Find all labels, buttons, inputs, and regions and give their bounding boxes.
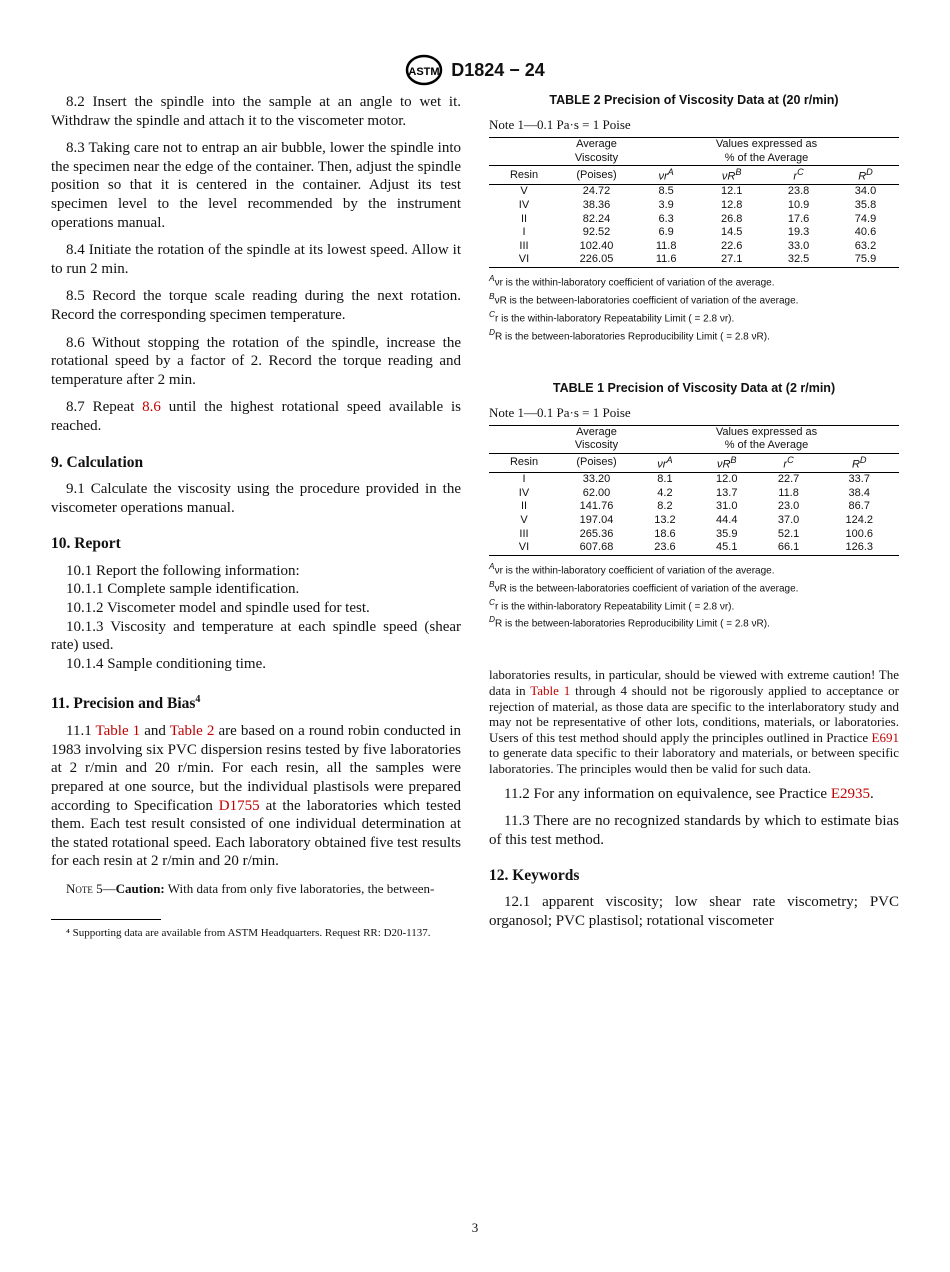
table-row [489, 185, 899, 199]
table-cell: 74.9 [854, 212, 877, 225]
table-cell: 10.9 [787, 199, 810, 212]
note-5-continued: laboratories results, in particular, should be viewed with extreme caution! The data in Table 1 through 4 should not be rigorously applied to acceptance or rejection of material, as those data are specific to the interlaboratory study and may not be representative of other lots, conditions, materials, or laboratories. Users of this test method should apply the principles outlined in Practice E691 to generate data specific to their laboratory and materials, or between specific laboratories. The principles would then be valid for such data. [489, 667, 899, 776]
table-cell: 12.8 [721, 199, 743, 212]
table-cell: 13.2 [654, 513, 676, 526]
table-cell: 19.3 [787, 226, 810, 239]
table-cell: I [522, 473, 526, 486]
table-cell: 62.00 [582, 486, 611, 499]
table-cell: II [520, 212, 528, 225]
section-8-2: 8.2 Insert the spindle into the sample at an angle to wet it. Withdraw the spindle and attach it to the viscometer motor. [51, 94, 461, 129]
table-1-footnote-a: $^A$νr is the within-laboratory coefficient of variation of the average. [489, 560, 775, 577]
table-cell: 8.5 [658, 185, 674, 198]
table-cell: 22.6 [721, 239, 743, 252]
table-cell: 23.6 [634, 541, 696, 555]
table-1-link[interactable]: Table 1 [95, 723, 141, 740]
table-cell: VI [489, 253, 559, 267]
table-2: Average Values expressed as Viscosity % of the Average Resin (Poises) $\nu r^A$ $\nu R^B$ $r^C$ $R^D$ V 24.72 8.5 12.1 23.8 34.0 IV 38.36 3.9 12.8 10.9 35.8 II 82.24 6.3 26.8 17.6 74.9 I 92.52 6.9 14.5 19.3 40.6 III 102.40 11.8 22.6 33.0 63.2 VI 226.05 11.6 27.1 32.5 75.9 [489, 137, 899, 268]
left-column [51, 93, 461, 940]
table-cell: 11.8 [778, 486, 799, 499]
table-cell: 33.7 [848, 473, 870, 486]
svg-text:ASTM: ASTM [408, 66, 440, 78]
heading-calculation: 9. Calculation [51, 453, 144, 471]
table-2-title: TABLE 2 Precision of Viscosity Data at (20 r/min) [549, 93, 839, 107]
table-2-footnote-b: $^B$νR is the between-laboratories coefficient of variation of the average. [489, 290, 799, 307]
table-cell: I [522, 226, 526, 239]
table-row [489, 226, 899, 240]
table-cell: 13.7 [716, 486, 738, 499]
document-code: D1824 − 24 [451, 59, 545, 80]
section-10-1-4: 10.1.4 Sample conditioning time. [66, 655, 266, 672]
table-cell: 40.6 [854, 226, 877, 239]
footnote-ref-4: 4 [195, 694, 201, 706]
table-cell: 6.9 [658, 226, 674, 239]
table-2-note: Note 1—0.1 Pa·s = 1 Poise [489, 117, 631, 132]
section-11-1: 11.1 Table 1 and Table 2 are based on a round robin conducted in 1983 involving six PVC dispersion resins tested by five laboratories at 2 r/min and 20 r/min. For each resin, all the samples were prepared at one source, but the individual plastisols were prepared according to Specification D1755 at the laboratories which tested them. Each test result consisted of one individual determination at the stated rotational speed. Each laboratory obtained five test results for each resin at 2 r/min and 20 r/min. [51, 723, 461, 870]
table-cell: V [520, 513, 528, 526]
page-header [0, 54, 950, 86]
table-1: Average Values expressed as Viscosity % of the Average Resin (Poises) $\nu r^A$ $\nu R^B$ $r^C$ $R^D$ I 33.20 8.1 12.0 22.7 33.7 IV 62.00 4.2 13.7 11.8 38.4 II 141.76 8.2 31.0 23.0 86.7 V 197.04 13.2 44.4 37.0 124.2 III 265.36 18.6 35.9 52.1 100.6 VI 607.68 23.6 45.1 66.1 126.3 [489, 425, 899, 556]
table-cell: 8.2 [657, 500, 673, 513]
table-cell: 11.8 [655, 239, 677, 252]
table-row [489, 199, 899, 213]
table-row [489, 514, 899, 528]
page-number: 3 [471, 1220, 479, 1235]
section-11-3: 11.3 There are no recognized standards by which to estimate bias of this test method. [489, 813, 899, 848]
table-2-footnotes [489, 272, 899, 344]
table-cell: 18.6 [654, 527, 676, 540]
section-8-3: 8.3 Taking care not to entrap an air bubble, lower the spindle into the specimen near the edge of the container. Then, adjust the spindle position so that it is centered in the container. Adjust its test specimen level to the level recommended by the instrument operations manual. [51, 140, 462, 231]
table-2-footnote-c: $^C$r is the within-laboratory Repeatability Limit ( = 2.8 νr). [489, 308, 735, 325]
section-10-1-1: 10.1.1 Complete sample identification. [66, 581, 300, 598]
table-cell: 52.1 [777, 527, 800, 540]
note-5: Note 5—Caution: With data from only five laboratories, the between- [66, 880, 435, 896]
table-1-title: TABLE 1 Precision of Viscosity Data at (2 r/min) [552, 380, 836, 395]
table-2-link[interactable]: Table 2 [169, 723, 215, 740]
footnote-divider [51, 919, 161, 920]
table-2-footnote-d: $^D$R is the between-laboratories Reproducibility Limit ( = 2.8 νR). [489, 326, 770, 343]
table-cell: V [520, 185, 528, 198]
table-cell: 12.1 [721, 185, 743, 198]
heading-precision-bias: 11. Precision and Bias$^4$ [51, 694, 201, 713]
table-cell: 23.0 [777, 500, 800, 513]
table-cell: 31.0 [716, 500, 738, 513]
section-8-6-link[interactable]: 8.6 [142, 399, 161, 416]
table-cell: 23.8 [787, 185, 810, 198]
table-cell: 607.68 [559, 541, 634, 555]
astm-logo-icon [405, 54, 443, 86]
table-cell: 12.0 [716, 473, 738, 486]
table-cell: III [519, 239, 529, 252]
section-9-1: 9.1 Calculate the viscosity using the procedure provided in the viscometer operations manual. [51, 481, 461, 516]
d1755-link[interactable]: D1755 [218, 797, 260, 814]
table-row [489, 253, 899, 267]
table-cell: 33.20 [582, 473, 611, 486]
table-cell: 66.1 [758, 541, 820, 555]
table-1-footnote-d: $^D$R is the between-laboratories Reproducibility Limit ( = 2.8 νR). [489, 614, 770, 630]
table-row [489, 240, 899, 254]
e691-link[interactable]: E691 [871, 729, 899, 745]
table-1-footnotes [489, 560, 899, 632]
table-cell: 75.9 [832, 253, 899, 267]
table-row [489, 213, 899, 227]
table-cell: 27.1 [698, 253, 765, 267]
table-cell: 124.2 [845, 513, 873, 526]
table-row [489, 541, 899, 555]
table-cell: 37.0 [777, 513, 800, 526]
table-cell: 38.36 [582, 199, 611, 212]
table-cell: 14.5 [721, 226, 743, 239]
table-2-footnote-a: $^A$νr is the within-laboratory coefficient of variation of the average. [489, 273, 775, 289]
table-cell: 17.6 [787, 212, 810, 225]
table-row [489, 528, 899, 542]
section-8-6: 8.6 Without stopping the rotation of the spindle, increase the rotational speed by a factor of 2. Record the torque reading and temperature after 2 min. [51, 334, 461, 388]
section-11-2: 11.2 For any information on equivalence, see Practice E2935. [504, 785, 874, 802]
right-column [489, 93, 899, 940]
table-cell: 26.8 [721, 212, 743, 225]
table-cell: 22.7 [777, 473, 800, 486]
section-12-1: 12.1 apparent viscosity; low shear rate viscometry; PVC organosol; PVC plastisol; rotational viscometer [489, 894, 899, 929]
table-1-link-2[interactable]: Table 1 [530, 682, 571, 698]
table-2-body [489, 185, 899, 268]
section-8-7: 8.7 Repeat 8.6 until the highest rotational speed available is reached. [51, 399, 461, 434]
table-cell: 82.24 [582, 212, 611, 225]
table-row [489, 487, 899, 501]
table-cell: 102.40 [579, 239, 614, 252]
table-cell: 92.52 [582, 226, 611, 239]
section-10-1: 10.1 Report the following information: [66, 562, 300, 579]
table-cell: 4.2 [657, 486, 673, 499]
table-cell: 32.5 [765, 253, 832, 267]
table-cell: 63.2 [854, 239, 877, 252]
table-cell: 197.04 [579, 513, 614, 526]
table-cell: 3.9 [658, 199, 674, 212]
table-1-block [489, 381, 899, 632]
table-cell: 35.8 [854, 199, 877, 212]
table-cell: 100.6 [845, 527, 873, 540]
footnote-4: ⁴ Supporting data are available from ASTM Headquarters. Request RR: D20-1137. [66, 926, 431, 939]
table-cell: 6.3 [658, 212, 674, 225]
e2935-link[interactable]: E2935 [830, 785, 871, 802]
section-10-1-2: 10.1.2 Viscometer model and spindle used for test. [66, 600, 370, 617]
table-cell: 11.6 [634, 253, 698, 267]
table-1-body [489, 473, 899, 556]
table-cell: 265.36 [579, 527, 614, 540]
table-row [489, 473, 899, 487]
table-cell: 35.9 [716, 527, 738, 540]
table-2-block [489, 93, 899, 344]
table-cell: IV [518, 486, 530, 499]
section-10-1-3: 10.1.3 Viscosity and temperature at each spindle speed (shear rate) used. [51, 618, 461, 654]
table-cell: 126.3 [819, 541, 899, 555]
table-cell: 38.4 [848, 486, 870, 499]
table-cell: 141.76 [579, 500, 614, 513]
table-1-footnote-b: $^B$νR is the between-laboratories coefficient of variation of the average. [489, 578, 799, 594]
section-8-4: 8.4 Initiate the rotation of the spindle at its lowest speed. Allow it to run 2 min. [51, 242, 461, 277]
table-cell: 34.0 [854, 185, 877, 198]
table-1-note: Note 1—0.1 Pa·s = 1 Poise [489, 404, 631, 420]
table-cell: III [519, 527, 529, 540]
table-cell: II [520, 500, 528, 513]
heading-keywords: 12. Keywords [489, 867, 580, 885]
heading-report: 10. Report [51, 535, 121, 553]
table-cell: IV [518, 199, 530, 212]
table-cell: 44.4 [716, 513, 738, 526]
table-cell: 33.0 [787, 239, 810, 252]
table-cell: 24.72 [582, 185, 611, 198]
table-cell: 8.1 [657, 473, 673, 486]
table-row [489, 500, 899, 514]
section-8-5: 8.5 Record the torque scale reading during the next rotation. Record the corresponding specimen temperature. [51, 288, 461, 323]
table-cell: 45.1 [696, 541, 758, 555]
table-1-footnote-c: $^C$r is the within-laboratory Repeatability Limit ( = 2.8 νr). [489, 596, 735, 612]
table-cell: 86.7 [848, 500, 870, 513]
table-cell: 226.05 [559, 253, 634, 267]
table-cell: VI [489, 541, 559, 555]
